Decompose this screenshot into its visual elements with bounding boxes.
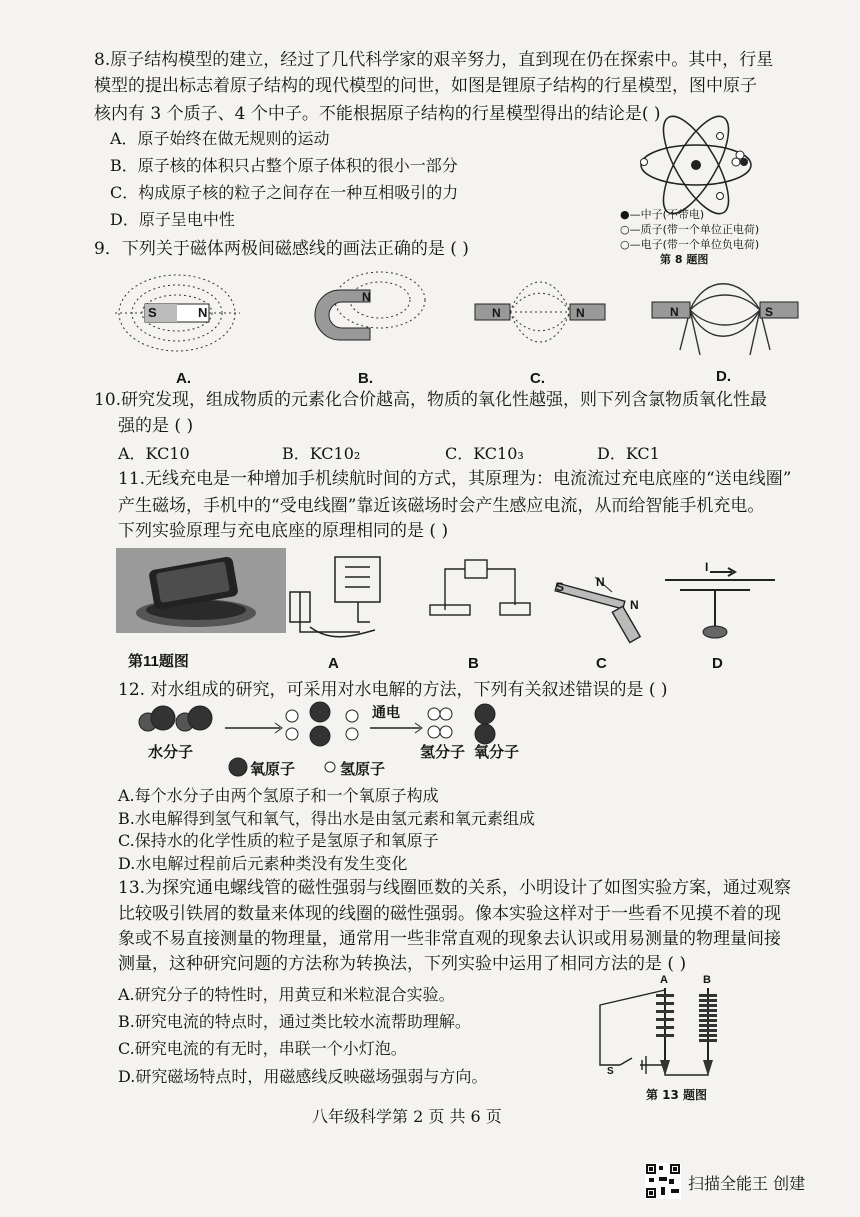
q9-figure-c xyxy=(470,272,610,357)
q9-a-pole-n: N xyxy=(198,305,208,320)
q8-line1: 8.原子结构模型的建立，经过了几代科学家的艰辛努力，直到现在仍在探索中。其中，行星 xyxy=(94,50,774,70)
q11-line1: 11.无线充电是一种增加手机续航时间的方式，其原理为：电流流过充电底座的“送电线圈” xyxy=(118,469,792,489)
q12-hydrogen-molecule-label: 氢分子 xyxy=(420,744,466,761)
q11-label-b: B xyxy=(468,655,479,672)
q13-option-b: B.研究电流的特点时，通过类比较水流帮助理解。 xyxy=(118,1012,471,1031)
q8-legend-proton: ○—质子(带一个单位正电荷) xyxy=(620,223,760,236)
q13-line3: 象或不易直接测量的物理量，通常用一些非常直观的现象去认识或用易测量的物理量间接 xyxy=(118,929,781,949)
q8-option-a: A．原子始终在做无规则的运动 xyxy=(110,129,330,148)
q13-figure-caption: 第 13 题图 xyxy=(646,1088,708,1102)
q10-option-c: C．KC10₃ xyxy=(445,444,524,463)
q10-option-d: D．KC1 xyxy=(597,444,660,463)
q11-line2: 产生磁场，手机中的“受电线圈”靠近该磁场时会产生感应电流，从而给智能手机充电。 xyxy=(118,496,765,516)
q11-c-pole-s: S xyxy=(556,580,565,594)
q11-c-pole-n1: N xyxy=(596,575,605,589)
q10-option-a: A．KC10 xyxy=(118,444,190,463)
q13-switch-label: S xyxy=(607,1066,614,1077)
q8-line3: 核内有 3 个质子、4 个中子。不能根据原子结构的行星模型得出的结论是( ) xyxy=(94,104,661,124)
q8-option-b: B．原子核的体积只占整个原子体积的很小一部分 xyxy=(110,156,458,175)
q12-water-molecule-label: 水分子 xyxy=(148,744,194,761)
q9-figure-a xyxy=(115,270,265,360)
q9-stem: 9．下列关于磁体两极间磁感线的画法正确的是 ( ) xyxy=(94,239,469,259)
q9-d-pole-n: N xyxy=(670,305,679,319)
q13-line1: 13.为探究通电螺线管的磁性强弱与线圈匝数的关系，小明设计了如图实验方案，通过观察 xyxy=(118,878,792,898)
q11-label-c: C xyxy=(596,655,607,672)
q11-figure-b xyxy=(420,555,540,635)
q12-oxygen-molecule-label: 氧分子 xyxy=(474,744,520,761)
q10-line1: 10.研究发现，组成物质的元素化合价越高，物质的氧化性越强，则下列含氯物质氧化性最 xyxy=(94,390,768,410)
q12-option-c: C.保持水的化学性质的粒子是氢原子和氧原子 xyxy=(118,831,439,850)
q12-hydrogen-atom-label: 氢原子 xyxy=(340,761,386,778)
q9-label-d: D. xyxy=(716,368,731,385)
q11-c-pole-n2: N xyxy=(630,598,639,612)
q9-b-pole-n: N xyxy=(362,290,371,304)
q13-option-d: D.研究磁场特点时，用磁感线反映磁场强弱与方向。 xyxy=(118,1067,488,1086)
q9-label-a: A. xyxy=(176,370,191,387)
q10-line2: 强的是 ( ) xyxy=(118,416,194,436)
q12-arrow-label: 通电 xyxy=(372,704,400,720)
q8-option-c: C．构成原子核的粒子之间存在一种互相吸引的力 xyxy=(110,183,459,202)
q8-legend-electron: ○—电子(带一个单位负电荷) xyxy=(620,238,760,251)
q9-c-pole-n2: N xyxy=(576,306,585,320)
q9-d-pole-s: S xyxy=(765,305,774,319)
q9-label-c: C. xyxy=(530,370,545,387)
q11-figure-c xyxy=(550,562,670,642)
q12-option-b: B.水电解得到氢气和氧气，得出水是由氢元素和氧元素组成 xyxy=(118,809,535,828)
q11-line3: 下列实验原理与充电底座的原理相同的是 ( ) xyxy=(118,521,449,541)
q9-label-b: B. xyxy=(358,370,373,387)
q12-option-d: D.水电解过程前后元素种类没有发生变化 xyxy=(118,854,408,873)
q13-label-a: A xyxy=(660,974,668,986)
scanner-watermark: 扫描全能王 创建 xyxy=(688,1174,806,1193)
q11-figure-a xyxy=(280,552,390,647)
q12-option-a: A.每个水分子由两个氢原子和一个氧原子构成 xyxy=(118,786,439,805)
q11-label-a: A xyxy=(328,655,339,672)
q8-legend-neutron: ●—中子(不带电) xyxy=(620,208,705,221)
q9-c-pole-n1: N xyxy=(492,306,501,320)
page-footer: 八年级科学第 2 页 共 6 页 xyxy=(312,1107,502,1126)
q11-figure-caption: 第11题图 xyxy=(128,653,189,670)
q11-d-current-i: I xyxy=(705,560,709,574)
q13-line2: 比较吸引铁屑的数量来体现的线圈的磁性强弱。像本实验这样对于一些看不见摸不着的现 xyxy=(118,904,781,924)
q13-line4: 测量，这种研究问题的方法称为转换法，下列实验中运用了相同方法的是 ( ) xyxy=(118,954,687,974)
q12-oxygen-atom-label: 氧原子 xyxy=(250,761,296,778)
q8-option-d: D．原子呈电中性 xyxy=(110,210,235,229)
qr-code-icon xyxy=(645,1163,681,1199)
q10-option-b: B．KC10₂ xyxy=(282,444,361,463)
q13-option-c: C.研究电流的有无时，串联一个小灯泡。 xyxy=(118,1039,407,1058)
q13-option-a: A.研究分子的特性时，用黄豆和米粒混合实验。 xyxy=(118,985,455,1004)
q9-a-pole-s: S xyxy=(148,305,157,320)
q8-line2: 模型的提出标志着原子结构的现代模型的问世，如图是锂原子结构的行星模型，图中原子 xyxy=(94,76,757,96)
q12-stem: 12. 对水组成的研究，可采用对水电解的方法，下列有关叙述错误的是 ( ) xyxy=(118,680,668,700)
q11-phone-charger-photo xyxy=(116,548,286,633)
q11-label-d: D xyxy=(712,655,723,672)
q13-label-b: B xyxy=(703,974,711,986)
q11-figure-d xyxy=(660,560,780,650)
q8-figure-caption: 第 8 题图 xyxy=(660,253,709,266)
q9-figure-b xyxy=(300,270,430,360)
lithium-atom-figure xyxy=(636,118,756,213)
